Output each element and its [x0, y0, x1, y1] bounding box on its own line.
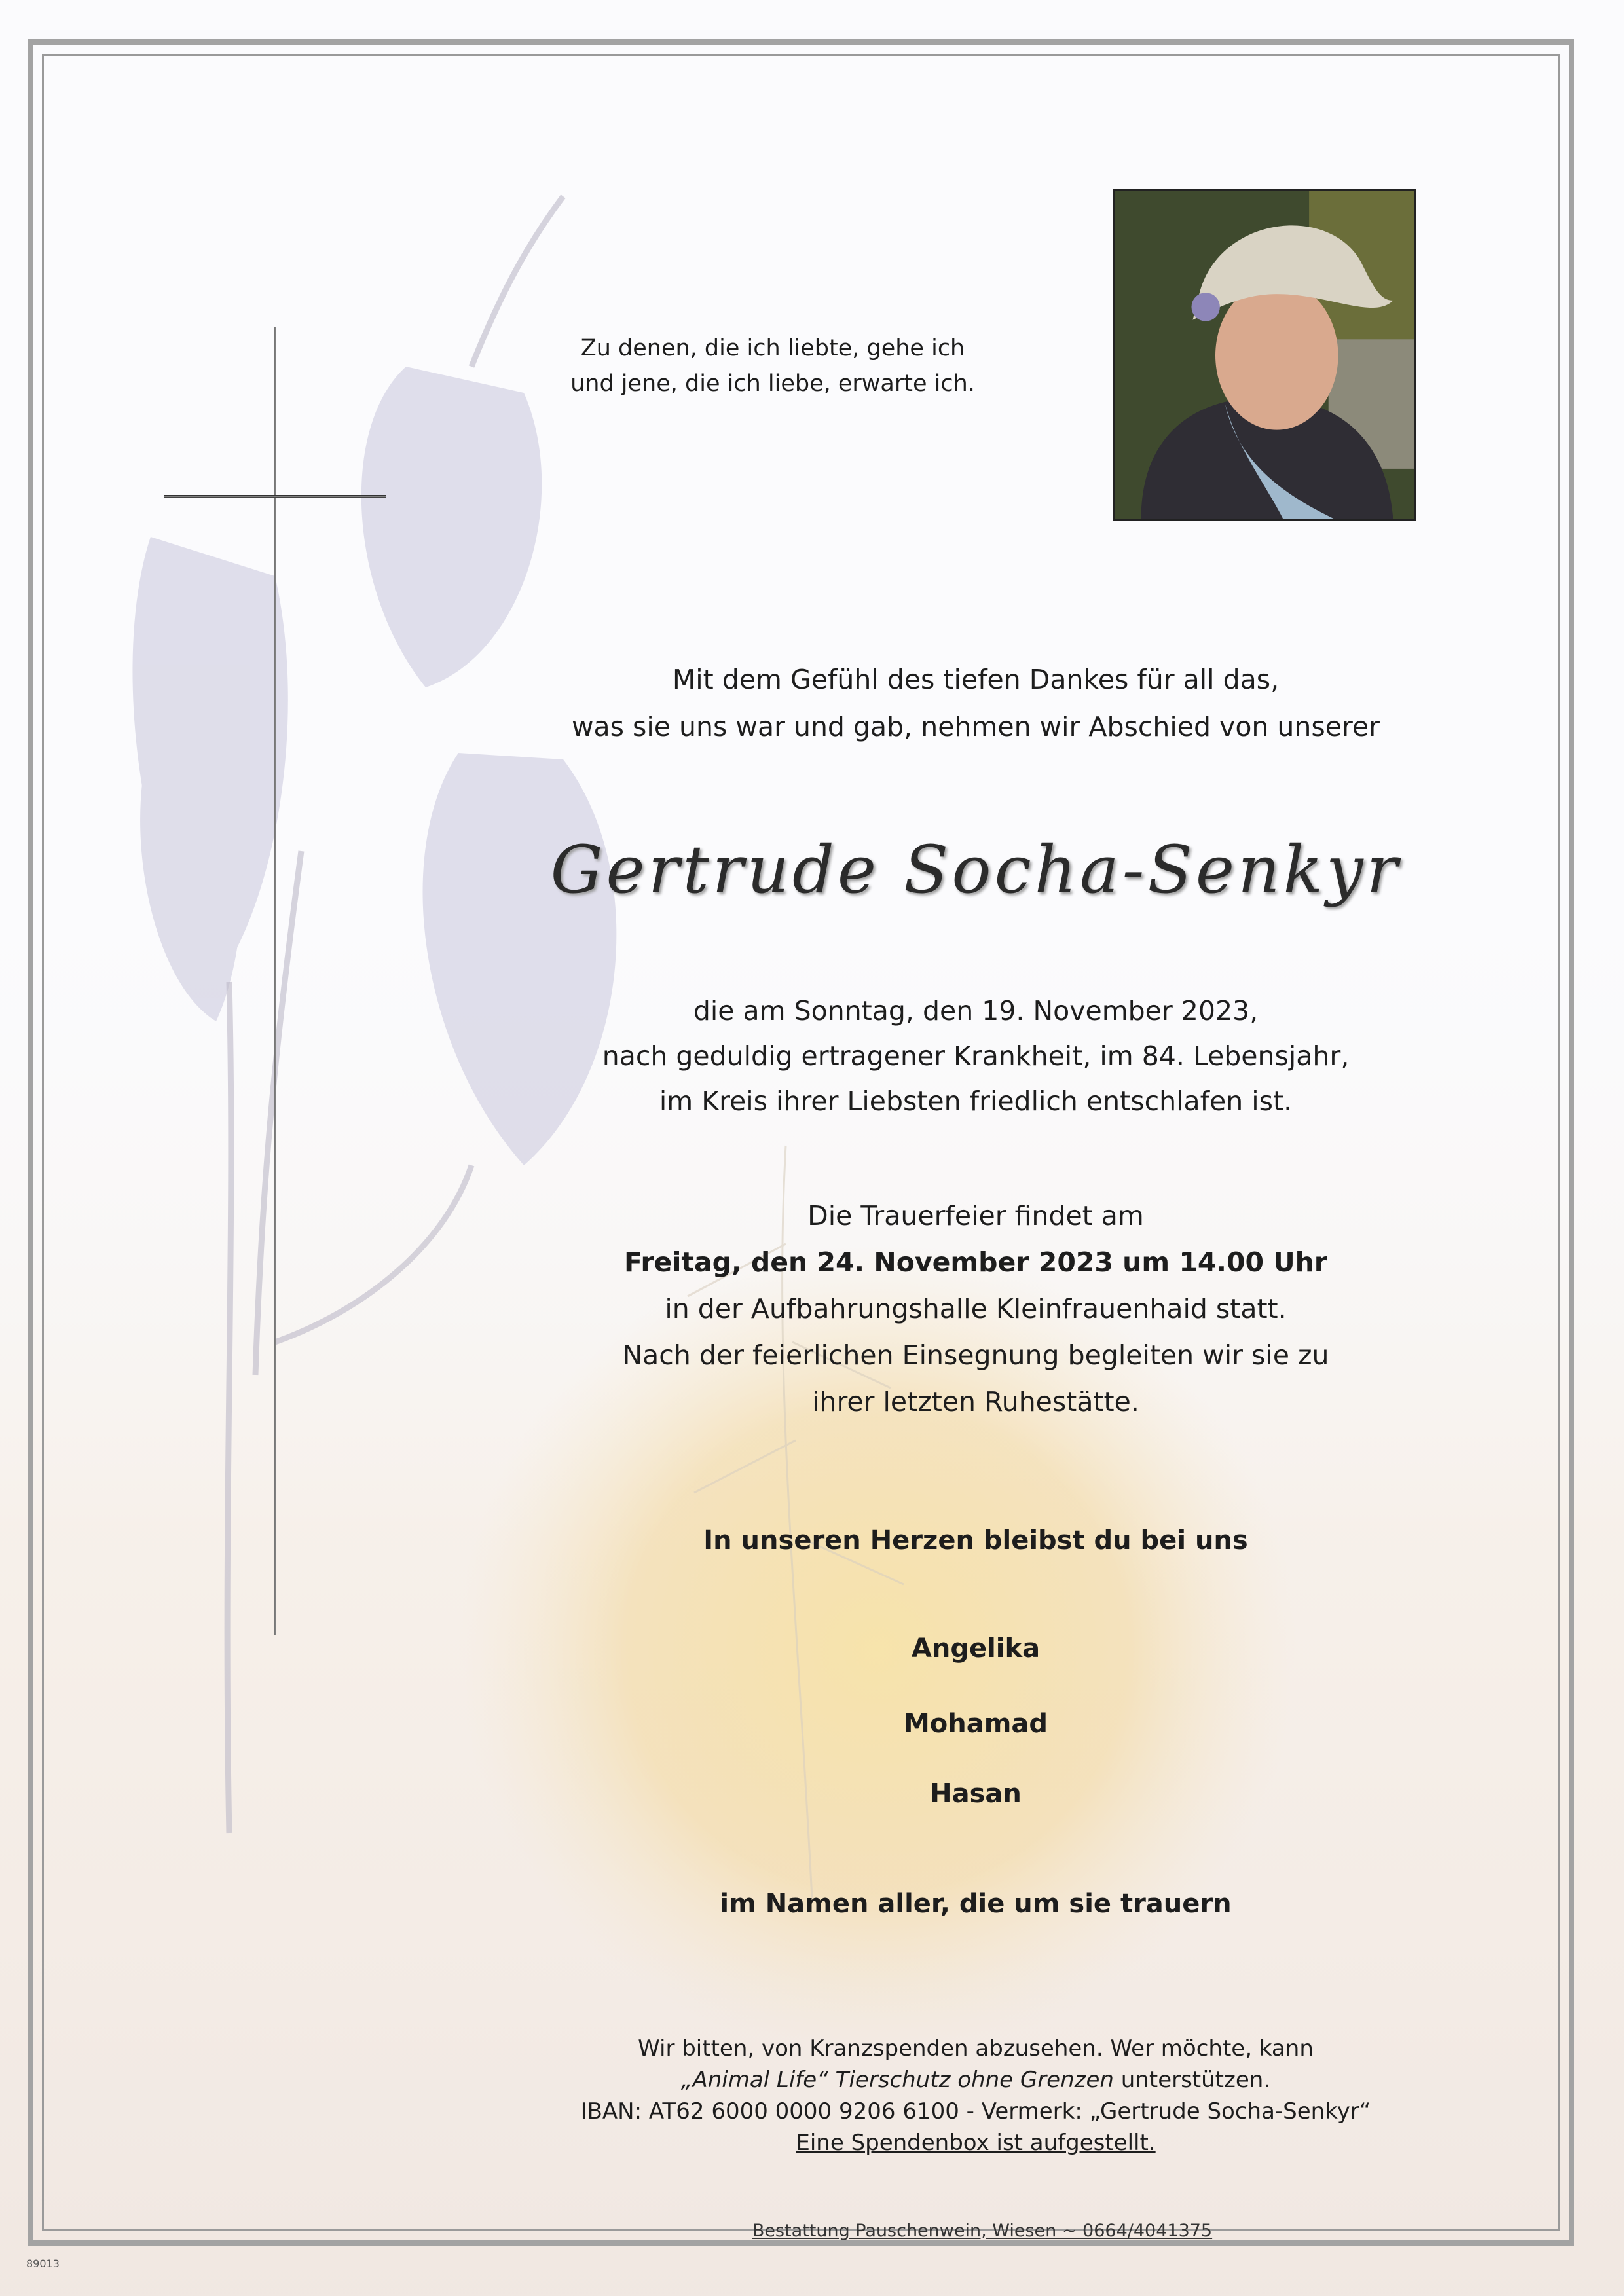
in-name-line: im Namen aller, die um sie trauern	[720, 1889, 1232, 1919]
ceremony-date: Freitag, den 24. November 2023 um 14.00 Uhr	[623, 1247, 1328, 1278]
portrait-photo-image	[1115, 191, 1414, 519]
mourner-name: Angelika	[911, 1633, 1041, 1664]
cross-icon-vertical	[274, 327, 276, 1635]
funeral-home-footer: Bestattung Pauschenwein, Wiesen ~ 0664/4041375	[752, 2221, 1213, 2241]
ceremony-details: Die Trauerfeier findet am Freitag, den 24. November 2023 um 14.00 Uhr in der Aufbahrungshalle Kleinfrauenhaid statt. Nach der feierlichen Einsegnung begleiten wir sie zu ihrer letzten Ruhestätte.	[524, 1193, 1428, 1425]
deceased-name: Gertrude Socha-Senkyr	[550, 831, 1401, 908]
intro-text: Mit dem Gefühl des tiefen Dankes für all das, was sie uns war und gab, nehmen wir Abschied von unserer	[571, 664, 1380, 742]
donation-note: Wir bitten, von Kranzspenden abzusehen. Wer möchte, kann „Animal Life“ Tierschutz ohne Grenzen unterstützen. IBAN: AT62 6000 0000 9206 6100 - Vermerk: „Gertrude Socha-Senkyr“ Eine Spendenbox ist aufgestellt.	[524, 2033, 1428, 2159]
print-code: 89013	[26, 2257, 60, 2270]
mourner-name: Hasan	[930, 1779, 1022, 1809]
mourner-name: Mohamad	[903, 1709, 1048, 1739]
memorial-quote: Zu denen, die ich liebte, gehe ich und jene, die ich liebe, erwarte ich.	[570, 335, 975, 397]
death-notice-text: die am Sonntag, den 19. November 2023, nach geduldig ertragener Krankheit, im 84. Lebensjahr, im Kreis ihrer Liebsten friedlich entschlafen ist.	[602, 995, 1350, 1117]
cross-icon-horizontal	[164, 495, 386, 498]
iban-line: IBAN: AT62 6000 0000 9206 6100 - Vermerk: „Gertrude Socha-Senkyr“	[580, 2098, 1371, 2124]
portrait-photo	[1113, 189, 1416, 521]
hearts-line: In unseren Herzen bleibst du bei uns	[703, 1525, 1248, 1556]
